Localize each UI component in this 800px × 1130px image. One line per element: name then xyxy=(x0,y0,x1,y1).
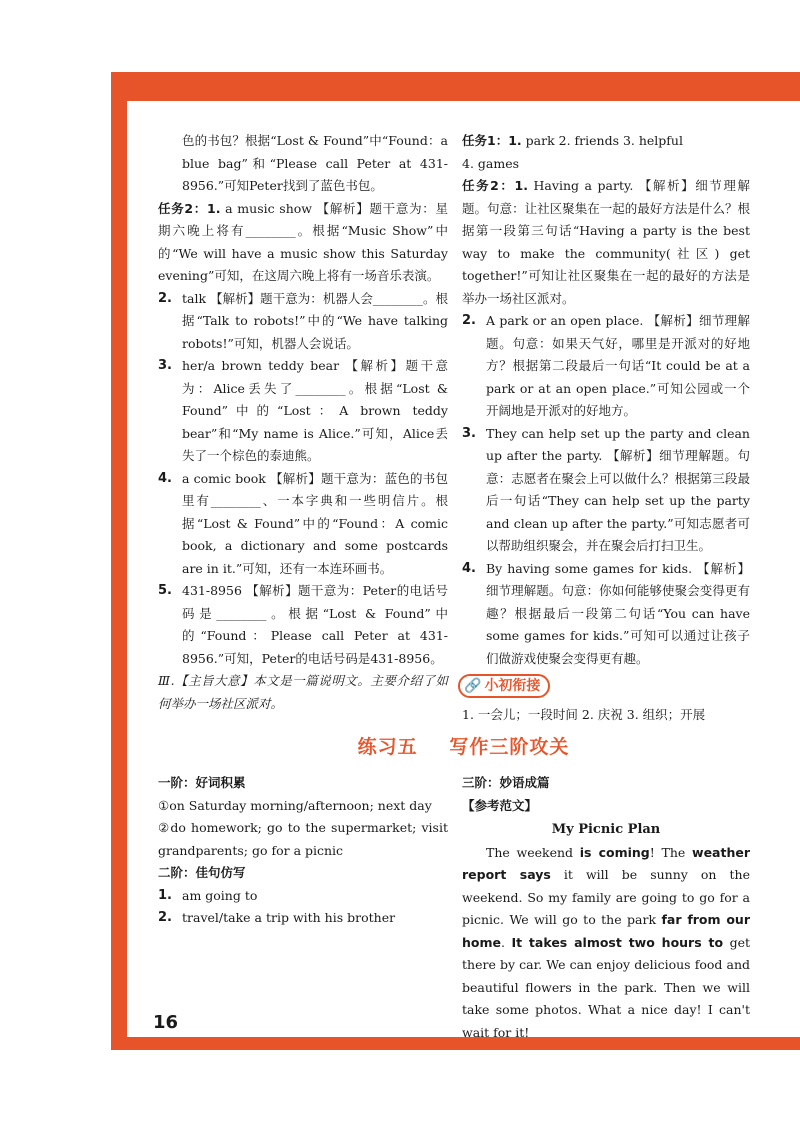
bridge-badge xyxy=(458,674,550,698)
item-text: 431-8956 【解析】题干意为：Peter的电话号码是________。根据“Lost & Found”中的“Found：Please call Peter at 431-8956.”可知，Peter的电话号码是431-8956。 xyxy=(182,583,448,666)
task2-answer-1-text: a music show 【解析】题干意为：星期六晚上将有________。根据“Music Show”中的“We will have a music show this Saturday evening”可知，在这周六晚上将有一场音乐表演。 xyxy=(158,200,448,283)
item-number: 5. xyxy=(158,583,172,598)
item-number: 4. xyxy=(158,470,172,486)
task2-label: 任务2：1. xyxy=(158,200,221,216)
sentence-text: am going to xyxy=(182,887,258,903)
essay-body xyxy=(462,842,750,1045)
answer-column-left xyxy=(158,130,448,715)
essay-text: it will be sunny on the weekend. So my family are going to go for a picnic. We will go to the park xyxy=(462,867,750,927)
task2-answer-1 xyxy=(462,175,750,310)
task1-answers xyxy=(462,130,750,153)
left-answer-item xyxy=(158,468,448,581)
bridge-badge-label: 小初衔接 xyxy=(484,677,541,694)
essay-text: get there by car. We can enjoy delicious food and beautiful flowers in the park. Then we will take some photos. What a nice day! I can't wait for it! xyxy=(462,934,750,1040)
task1-label: 任务1：1. xyxy=(462,133,522,148)
main-idea-summary: Ⅲ.【主旨大意】本文是一篇说明文。主要介绍了如何举办一场社区派对。 xyxy=(158,673,448,711)
essay-text: . xyxy=(501,934,512,950)
item-text: talk 【解析】题干意为：机器人会________。根据“Talk to robots!”中的“We have talking robots!”可知，机器人会说话。 xyxy=(182,290,448,351)
item-number: 2. xyxy=(462,313,476,328)
section-title xyxy=(127,732,800,759)
item-text: They can help set up the party and clean up after the party. 【解析】细节理解题。句意：志愿者在聚会上可以做什么？根据第三段最后一句话“They can help set up the party and clean up after the party.”可知志愿者可以帮助组织聚会，并在聚会后打扫卫生。 xyxy=(486,425,750,553)
right-answer-item xyxy=(462,558,750,671)
item-text: her/a brown teddy bear 【解析】题干意为：Alice丢失了________。根据“Lost & Found”中的“Lost：A brown teddy bear”和“My name is Alice.”可知，Alice丢失了一个棕色的泰迪熊。 xyxy=(182,358,448,463)
item-text: a comic book 【解析】题干意为：蓝色的书包里有________、一本字典和一些明信片。根据“Lost & Found”中的“Found：A comic book, a dictionary and some postcards are in it.”可知，还有一本连环画书。 xyxy=(182,470,448,576)
item-number: 2. xyxy=(158,910,172,925)
essay-highlight: is coming xyxy=(579,844,650,860)
vocab-item: ②do homework; go to the supermarket; visit grandparents; go for a picnic xyxy=(158,820,448,858)
task2-label: 任务2：1. xyxy=(462,178,528,193)
task2-answer-1-text: Having a party. 【解析】细节理解题。句意：让社区聚集在一起的最好方法是什么？根据第一段第三句话“Having a party is the best way to make the community(社区) get together!”可知让社区聚集在一起的最好的方法是举办一场社区派对。 xyxy=(462,178,750,306)
link-icon: 🔗 xyxy=(464,677,482,694)
reference-label: 【参考范文】 xyxy=(462,797,538,813)
answer-column-right xyxy=(462,130,750,727)
writing-column-left xyxy=(158,772,448,930)
item-number: 3. xyxy=(462,425,476,441)
step2-heading: 二阶：佳句仿写 xyxy=(158,865,246,880)
task1-answers-text: park 2. friends 3. helpful xyxy=(525,133,683,148)
answer-continuation: 色的书包？根据“Lost & Found”中“Found：a blue bag”和“Please call Peter at 431-8956.”可知Peter找到了蓝色书包。 xyxy=(182,133,448,193)
bridge-answers: 1. 一会儿；一段时间 2. 庆祝 3. 组织；开展 xyxy=(462,707,706,722)
section-title-left: 练习五 xyxy=(357,736,418,758)
item-number: 4. xyxy=(462,560,476,576)
sentence-text: travel/take a trip with his brother xyxy=(182,910,396,925)
step1-heading: 一阶：好词积累 xyxy=(158,775,246,790)
item-text: A park or an open place. 【解析】细节理解题。句意：如果天气好，哪里是开派对的好地方？根据第二段最后一句话“It could be at a park or at an open place.”可知公园或一个开阔地是开派对的好地方。 xyxy=(486,313,750,418)
sentence-item xyxy=(158,907,448,930)
section-title-right: 写作三阶攻关 xyxy=(449,736,570,758)
left-answer-item xyxy=(158,580,448,670)
item-text: By having some games for kids. 【解析】细节理解题。句意：你如何能够使聚会变得更有趣？根据最后一段第二句话“You can have some games for kids.”可知可以通过让孩子们做游戏使聚会变得更有趣。 xyxy=(486,560,750,666)
left-answer-item xyxy=(158,288,448,356)
task2-answer-1 xyxy=(158,198,448,288)
essay-text: ! The xyxy=(649,844,693,860)
right-answer-item xyxy=(462,310,750,423)
left-answer-item xyxy=(158,355,448,468)
writing-column-right xyxy=(462,772,750,1044)
vocab-item: ①on Saturday morning/afternoon; next day xyxy=(158,797,432,813)
right-answer-item xyxy=(462,423,750,558)
essay-title: My Picnic Plan xyxy=(551,822,661,837)
essay-highlight: weather report says xyxy=(462,844,750,882)
item-number: 3. xyxy=(158,358,172,373)
page-number: 16 xyxy=(153,1012,179,1033)
step3-heading: 三阶：妙语成篇 xyxy=(462,775,550,790)
item-number: 1. xyxy=(158,887,172,903)
essay-text: The weekend xyxy=(486,844,580,860)
task1-answer-4: 4. games xyxy=(462,155,520,171)
essay-highlight: It takes almost two hours to xyxy=(511,934,724,950)
item-number: 2. xyxy=(158,290,172,306)
sentence-item xyxy=(158,885,448,908)
essay-highlight: far from our home xyxy=(462,912,750,950)
